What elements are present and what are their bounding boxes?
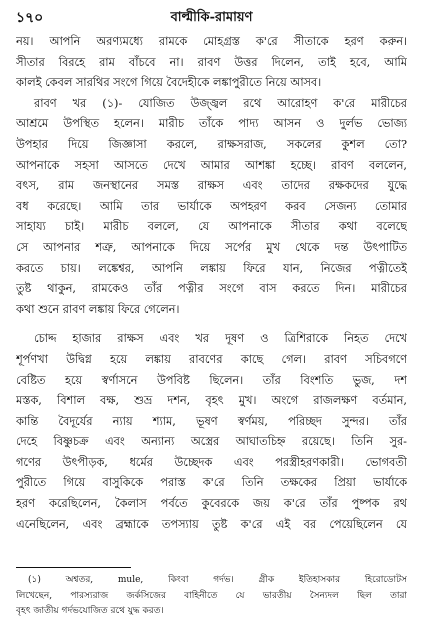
text-line: আপনাকে সহসা আসতে দেখে আমার আশঙ্কা হচ্ছে। রাবণ বললেন, [16, 158, 407, 172]
text-line: চোদ্দ হাজার রাক্ষস এবং খর দূষণ ও ত্রিশিরাকে নিহত দেখে [34, 332, 407, 346]
text-line: মস্তক, বিশাল বক্ষ, শুভ্র দশন, বৃহৎ মুখ। অংগে রাজলক্ষণ বর্তমান, [16, 394, 407, 408]
footnote-line: (১) অশ্বতর, mule, কিংবা গর্দভ। গ্রীক ইতিহাসকার হিরোডোটস [28, 575, 407, 585]
text-line: পুরীতে গিয়ে বাসুকিকে পরাস্ত ক'রে তিনি তক্ষকের প্রিয়া ভার্যাকে [16, 476, 407, 490]
body-text [16, 32, 407, 535]
text-line: সাহায্য চাই। মারীচ বললে, যে আপনাকে সীতার কথা বলেছে [16, 220, 407, 234]
text-line: উপহার দিয়ে জিজ্ঞাসা করলে, রাক্ষসরাজ, সকলের কুশল তো? [16, 137, 407, 151]
text-line: কথা শুনে রাবণ লঙ্কায় ফিরে গেলেন। [16, 302, 180, 316]
footnotes [16, 573, 407, 620]
text-line: তুষ্ট থাকুন, রামকেও তাঁর পত্নীর সংগে বাস করতে দিন। মারীচের [16, 282, 407, 296]
text-line: দেহে বিষ্ণুচক্র এবং অন্যান্য অস্ত্রের আঘাতচিহ্ন রয়েছে। তিনি সুর- [16, 435, 407, 449]
text-line: বেষ্টিত হয়ে স্বর্ণাসনে উপবিষ্ট ছিলেন। তাঁর বিংশতি ভুজ, দশ [16, 373, 407, 387]
page-header [16, 6, 407, 28]
text-line: সীতার বিরহে রাম বাঁচবে না। রাবণ উত্তর দিলেন, তাই হবে, আমি [16, 55, 407, 69]
footnote-line: লিখেছেন, পারস্যরাজ জর্কসিজের বাহিনীতে যে ভারতীয় সৈন্যদল ছিল তারা [16, 590, 407, 601]
text-line: গণের উৎপীড়ক, ধর্মের উচ্ছেদক এবং পরস্ত্রীহরণকারী। ভোগবতী [16, 455, 407, 469]
text-line: বধ করেছে। আমি তার ভার্যাকে অপহরণ করব সেজন্য তোমার [16, 199, 407, 213]
text-line: হরণ করেছিলেন, কৈলাস পর্বতে কুবেরকে জয় ক'রে তাঁর পুষ্পক রথ [16, 497, 407, 511]
text-line: রাবণ খর (১)- যোজিত উজ্জ্বল রথে আরোহণ ক'রে মারীচের [34, 96, 407, 110]
text-line: এনেছিলেন, এবং ব্রহ্মাকে তপস্যায় তুষ্ট ক'রে এই বর পেয়েছিলেন যে [16, 517, 407, 531]
text-line: শূর্পণখা উদ্বিগ্ন হয়ে লঙ্কায় রাবণের কাছে গেল। রাবণ সচিবগণে [16, 352, 407, 366]
text-line: করতে চায়। লঙ্কেশ্বর, আপনি লঙ্কায় ফিরে যান, নিজের পত্নীতেই [16, 261, 407, 275]
footnote-divider [16, 567, 131, 568]
paragraph-1 [16, 32, 407, 94]
footnote-line: বৃহৎ জাতীয় গর্দভযোজিত রথে যুদ্ধ করত। [16, 606, 164, 616]
text-line: নয়। আপনি অরণ্যমধ্যে রামকে মোহগ্রস্ত ক'রে সীতাকে হরণ করুন। [16, 35, 407, 48]
text-line: কালই কেবল সারথির সংগে গিয়ে বৈদেহীকে লঙ্কাপুরীতে নিয়ে আসব। [16, 76, 322, 90]
text-line: কান্তি বৈদূর্যের ন্যায় শ্যাম, ভূষণ স্বর্ণময়, পরিচ্ছদ সুন্দর। তাঁর [16, 414, 407, 428]
paragraph-2 [16, 94, 407, 321]
running-title: বাল্মীকি-রামায়ণ [170, 10, 253, 25]
text-line: আশ্রমে উপস্থিত হলেন। মারীচ তাঁকে পাদ্য আসন ও দুর্লভ ভোজ্য [16, 117, 407, 131]
text-line: বৎস, রাম জনস্থানের সমস্ত রাক্ষস এবং তাদের রক্ষকদের যুদ্ধে [16, 179, 407, 193]
page-number: ১৭০ [16, 10, 44, 26]
text-line: সে আপনার শত্রু, আপনাকে দিয়ে সর্পের মুখ থেকে দন্ত উৎপাটিত [16, 240, 407, 254]
paragraph-3 [16, 329, 407, 535]
